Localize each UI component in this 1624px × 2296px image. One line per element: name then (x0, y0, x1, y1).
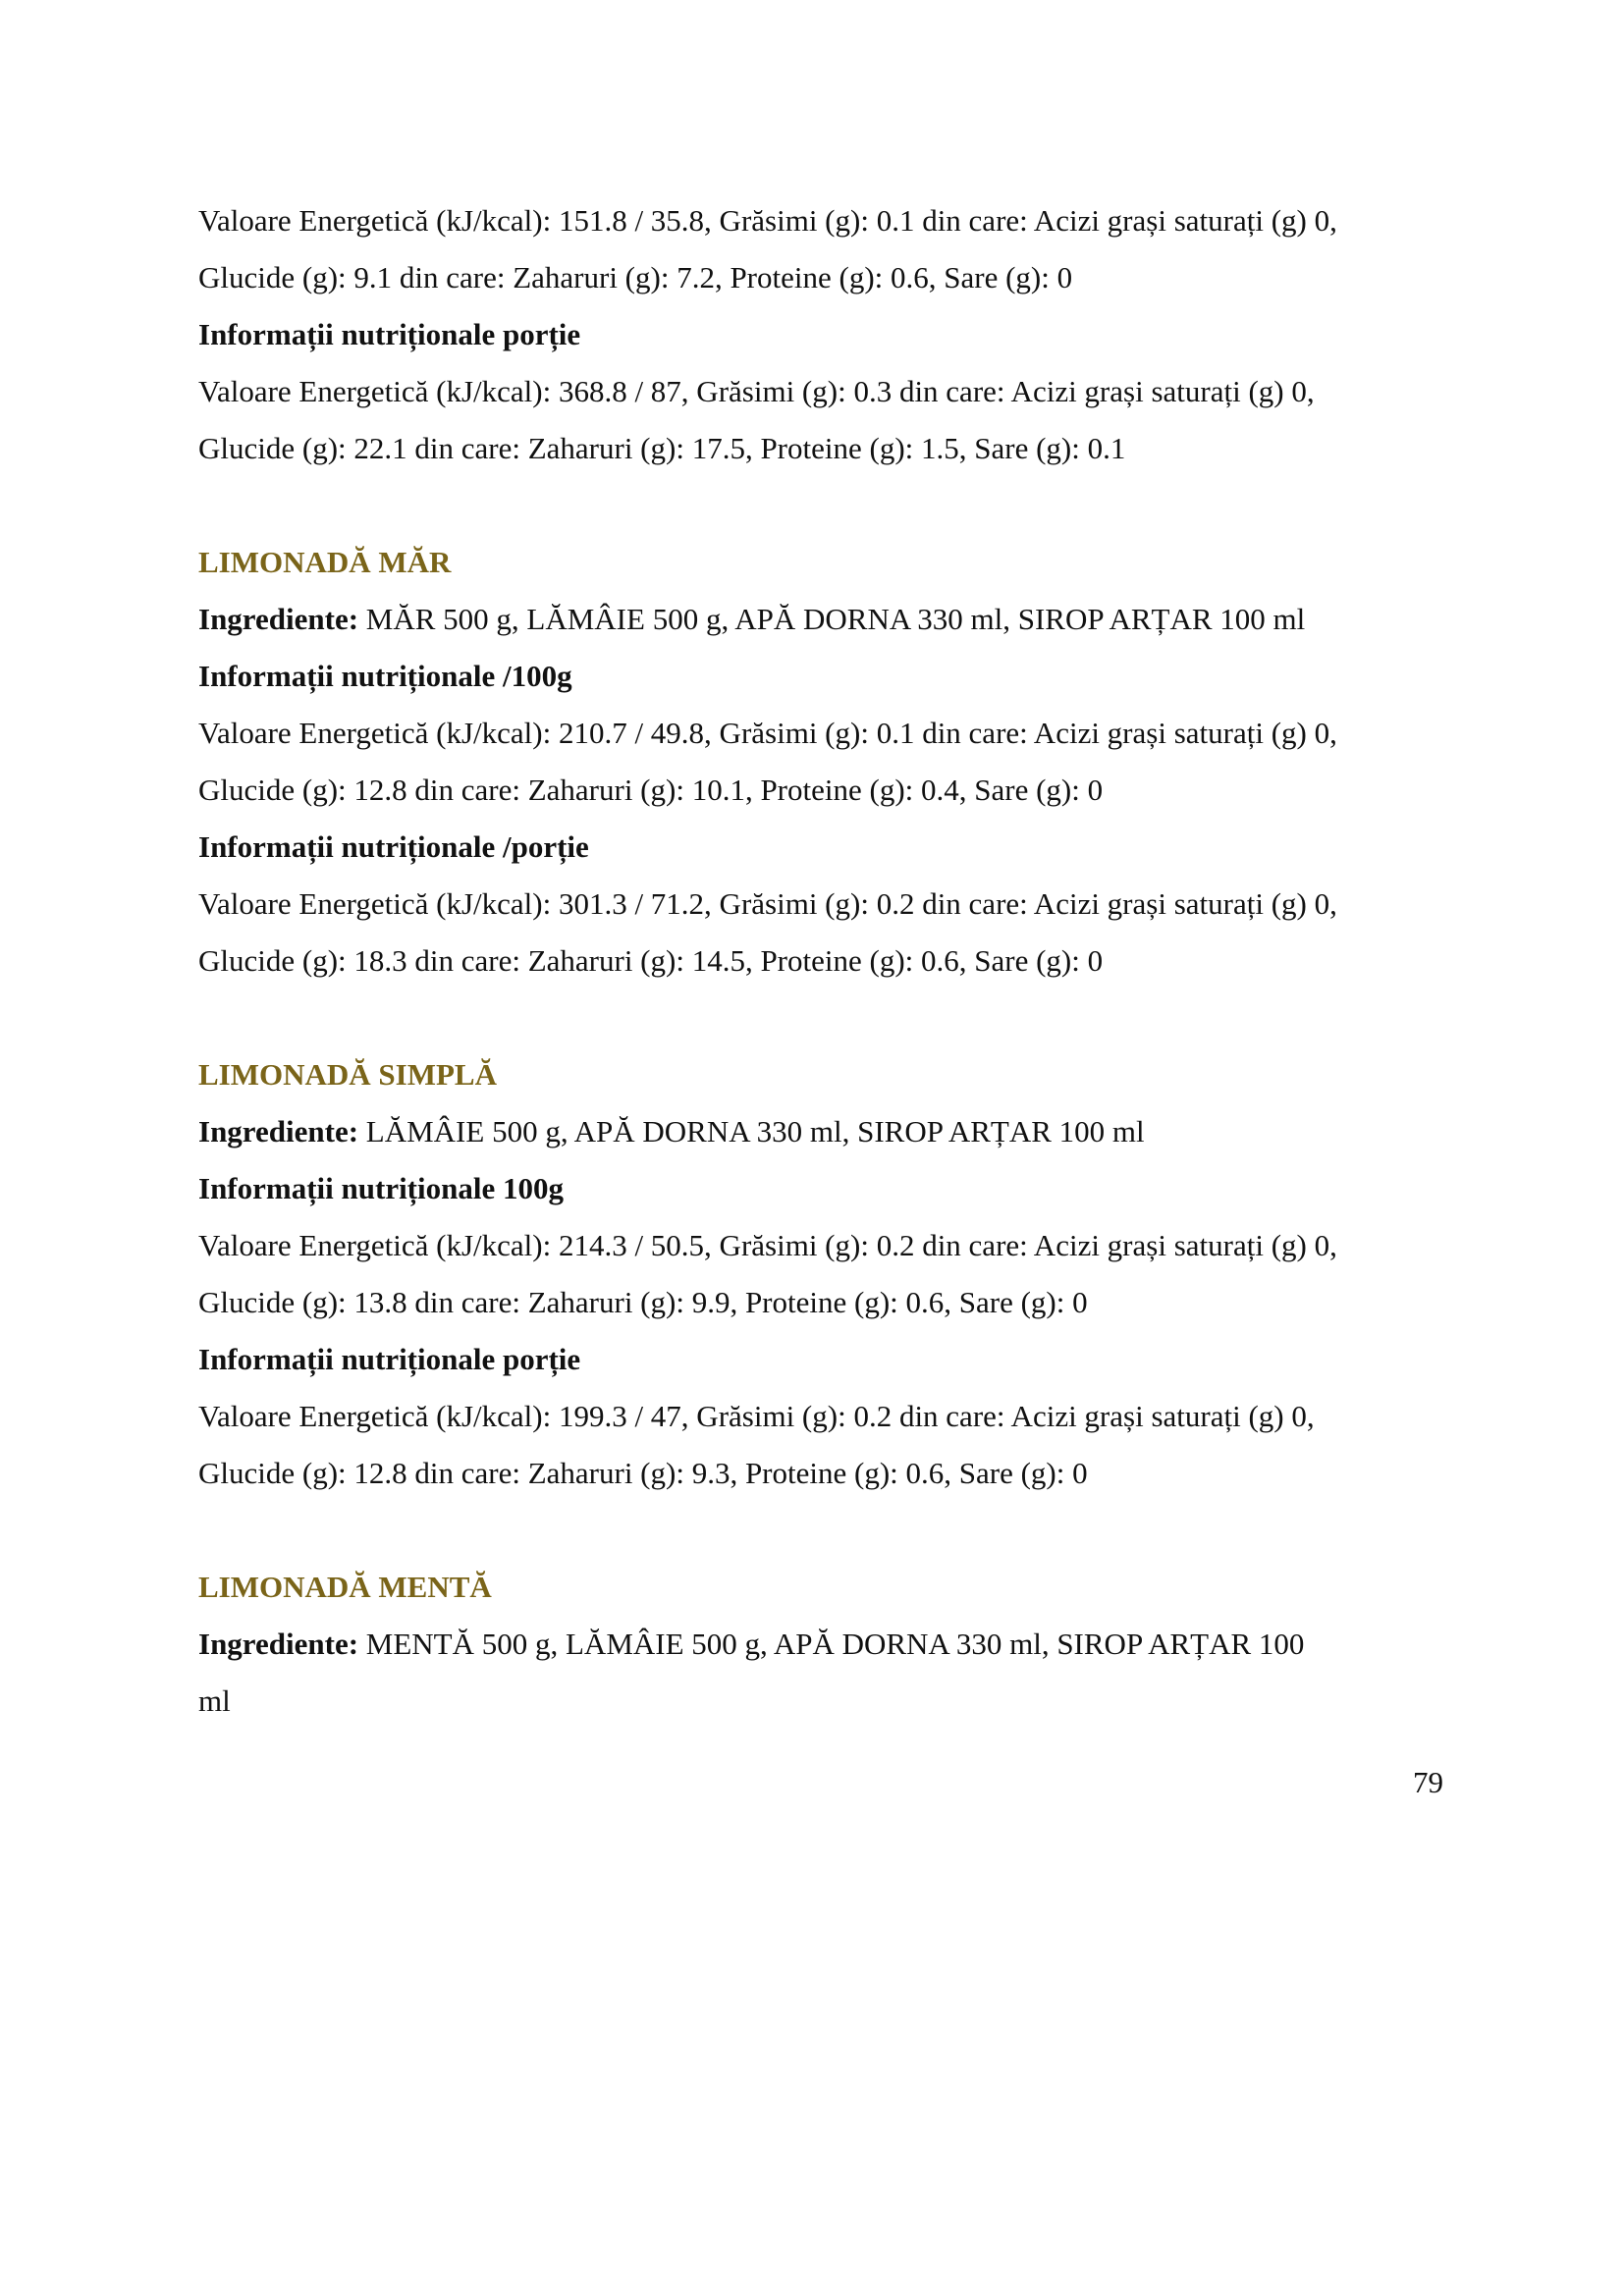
recipe-title-simpla: LIMONADĂ SIMPLĂ (198, 1057, 497, 1092)
nutrition-heading: Informații nutriționale 100g (198, 1171, 564, 1205)
ingredients-text: MĂR 500 g, LĂMÂIE 500 g, APĂ DORNA 330 ml, SIROP ARȚAR 100 ml (358, 602, 1306, 636)
nutrition-heading: Informații nutriționale /100g (198, 659, 572, 693)
nutrition-heading: Informații nutriționale porție (198, 317, 581, 351)
ingredients-text: LĂMÂIE 500 g, APĂ DORNA 330 ml, SIROP ARȚAR 100 ml (358, 1114, 1145, 1148)
nutrition-line: Glucide (g): 12.8 din care: Zaharuri (g): 9.3, Proteine (g): 0.6, Sare (g): 0 (198, 1456, 1088, 1490)
nutrition-line: Glucide (g): 18.3 din care: Zaharuri (g): 14.5, Proteine (g): 0.6, Sare (g): 0 (198, 943, 1104, 978)
nutrition-line: Valoare Energetică (kJ/kcal): 214.3 / 50.5, Grăsimi (g): 0.2 din care: Acizi grași saturați (g) 0, (198, 1228, 1337, 1262)
recipe-title-menta: LIMONADĂ MENTĂ (198, 1570, 492, 1604)
section-gap (198, 989, 1445, 1046)
nutrition-line: Glucide (g): 12.8 din care: Zaharuri (g): 10.1, Proteine (g): 0.4, Sare (g): 0 (198, 773, 1104, 807)
nutrition-line: Valoare Energetică (kJ/kcal): 199.3 / 47, Grăsimi (g): 0.2 din care: Acizi grași saturați (g) 0, (198, 1399, 1315, 1433)
ingredients-line (198, 1103, 1445, 1160)
ingredients-line (198, 1616, 1445, 1673)
ingredients-label: Ingrediente: (198, 602, 359, 636)
page-content (198, 192, 1445, 1730)
nutrition-line: Glucide (g): 9.1 din care: Zaharuri (g): 7.2, Proteine (g): 0.6, Sare (g): 0 (198, 260, 1073, 294)
ingredients-continuation: ml (198, 1683, 231, 1718)
nutrition-line: Valoare Energetică (kJ/kcal): 210.7 / 49.8, Grăsimi (g): 0.1 din care: Acizi grași saturați (g) 0, (198, 716, 1337, 750)
nutrition-line: Valoare Energetică (kJ/kcal): 368.8 / 87, Grăsimi (g): 0.3 din care: Acizi grași saturați (g) 0, (198, 374, 1315, 408)
ingredients-label: Ingrediente: (198, 1627, 359, 1661)
nutrition-heading: Informații nutriționale porție (198, 1342, 581, 1376)
ingredients-line (198, 591, 1445, 648)
section-gap (198, 477, 1445, 534)
ingredients-text: MENTĂ 500 g, LĂMÂIE 500 g, APĂ DORNA 330 ml, SIROP ARȚAR 100 (358, 1627, 1305, 1661)
page-number: 79 (1413, 1765, 1443, 1799)
nutrition-line: Glucide (g): 13.8 din care: Zaharuri (g): 9.9, Proteine (g): 0.6, Sare (g): 0 (198, 1285, 1088, 1319)
nutrition-line: Glucide (g): 22.1 din care: Zaharuri (g): 17.5, Proteine (g): 1.5, Sare (g): 0.1 (198, 431, 1126, 465)
nutrition-heading: Informații nutriționale /porție (198, 829, 589, 864)
section-gap (198, 1502, 1445, 1559)
recipe-title-mar: LIMONADĂ MĂR (198, 545, 452, 579)
ingredients-label: Ingrediente: (198, 1114, 359, 1148)
nutrition-line: Valoare Energetică (kJ/kcal): 151.8 / 35.8, Grăsimi (g): 0.1 din care: Acizi grași saturați (g) 0, (198, 203, 1337, 238)
nutrition-line: Valoare Energetică (kJ/kcal): 301.3 / 71.2, Grăsimi (g): 0.2 din care: Acizi grași saturați (g) 0, (198, 886, 1337, 921)
